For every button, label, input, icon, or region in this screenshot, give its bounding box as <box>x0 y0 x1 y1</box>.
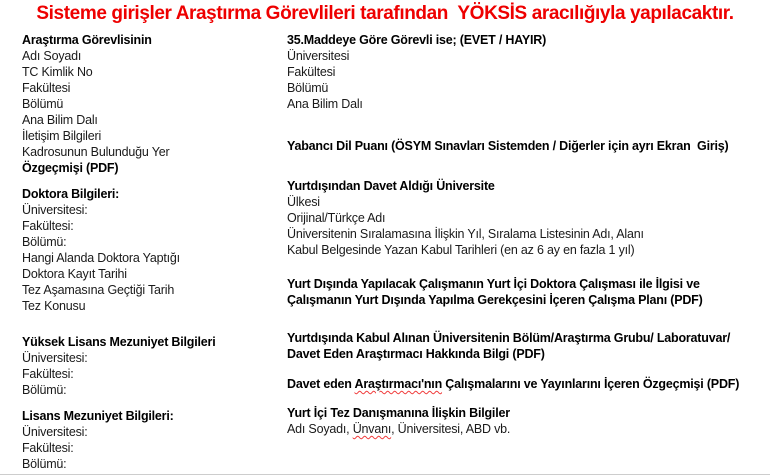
field-label: TC Kimlik No <box>22 65 93 79</box>
field-label: Bölümü <box>287 81 329 95</box>
field-label: Fakültesi: <box>22 219 74 233</box>
field-label: Bölümü: <box>22 383 67 397</box>
field-label: Kabul Belgesinde Yazan Kabul Tarihleri (en az 6 ay en fazla 1 yıl) <box>287 243 635 257</box>
field-label: Üniversitesi: <box>22 425 88 439</box>
section-heading-line: Yurt Dışında Yapılacak Çalışmanın Yurt İçi Doktora Çalışması ile İlgisi ve <box>287 277 700 291</box>
section-heading: Yurtdışından Davet Aldığı Üniversite <box>287 179 495 193</box>
section-heading-line <box>287 376 767 392</box>
spellcheck-underlined-word: Araştırmacı'nın <box>354 377 443 391</box>
section-heading-line: Çalışmanın Yurt Dışında Yapılma Gerekçesini İçeren Çalışma Planı (PDF) <box>287 293 703 307</box>
field-label: Bölümü <box>22 97 64 111</box>
page-title: Sisteme girişler Araştırma Görevlileri tarafından YÖKSİS aracılığıyla yapılacaktır. <box>36 3 734 24</box>
field-label: Bölümü: <box>22 457 67 471</box>
field-label: Üniversitesi: <box>22 203 88 217</box>
field-label-cv-pdf: Özgeçmişi (PDF) <box>22 161 119 175</box>
section-language-score <box>287 138 767 154</box>
right-column <box>287 32 767 437</box>
section-article35 <box>287 32 767 112</box>
section-host-info <box>287 330 767 362</box>
text-fragment: , Üniversitesi, ABD vb. <box>391 422 511 436</box>
field-label: Fakültesi <box>22 81 71 95</box>
left-column <box>22 32 280 472</box>
section-heading-line: Yurtdışında Kabul Alınan Üniversitenin Bölüm/Araştırma Grubu/ Laboratuvar/ <box>287 331 731 345</box>
field-label: Ülkesi <box>287 195 320 209</box>
field-label: Hangi Alanda Doktora Yaptığı <box>22 251 180 265</box>
section-heading: Lisans Mezuniyet Bilgileri: <box>22 409 174 423</box>
field-label: Tez Konusu <box>22 299 86 313</box>
section-heading: Doktora Bilgileri: <box>22 187 120 201</box>
section-researcher <box>22 32 280 176</box>
field-label: Fakültesi: <box>22 441 74 455</box>
text-fragment: Adı Soyadı, <box>287 422 353 436</box>
section-heading: Yüksek Lisans Mezuniyet Bilgileri <box>22 335 216 349</box>
field-label: Doktora Kayıt Tarihi <box>22 267 127 281</box>
section-heading: Araştırma Görevlisinin <box>22 33 152 47</box>
section-phd <box>22 186 280 314</box>
spellcheck-underlined-word: Ünvanı <box>352 422 392 436</box>
field-label: Ana Bilim Dalı <box>287 97 363 111</box>
field-label: Üniversitesi <box>287 49 350 63</box>
field-label: Üniversitesi: <box>22 351 88 365</box>
field-label: Fakültesi <box>287 65 336 79</box>
field-label: Orijinal/Türkçe Adı <box>287 211 386 225</box>
field-label: Üniversitenin Sıralamasına İlişkin Yıl, Sıralama Listesinin Adı, Alanı <box>287 227 644 241</box>
section-heading: Yurt İçi Tez Danışmanına İlişkin Bilgiler <box>287 406 510 420</box>
field-label <box>287 421 767 437</box>
section-invitation <box>287 178 767 258</box>
section-bachelors <box>22 408 280 472</box>
text-fragment: Çalışmalarını ve Yayınlarını İçeren Özgeçmişi (PDF) <box>442 377 740 391</box>
field-label: Fakültesi: <box>22 367 74 381</box>
text-fragment: Davet eden <box>287 377 355 391</box>
section-heading: 35.Maddeye Göre Görevli ise; (EVET / HAYIR) <box>287 33 547 47</box>
field-label: Bölümü: <box>22 235 67 249</box>
section-advisor <box>287 405 767 437</box>
section-heading: Yabancı Dil Puanı (ÖSYM Sınavları Sistemden / Diğerler için ayrı Ekran Giriş) <box>287 139 729 153</box>
field-label: İletişim Bilgileri <box>22 129 102 143</box>
field-label: Adı Soyadı <box>22 49 82 63</box>
section-host-cv <box>287 376 767 392</box>
field-label: Kadrosunun Bulunduğu Yer <box>22 145 170 159</box>
field-label: Ana Bilim Dalı <box>22 113 98 127</box>
field-label: Tez Aşamasına Geçtiği Tarih <box>22 283 175 297</box>
section-heading-line: Davet Eden Araştırmacı Hakkında Bilgi (PDF) <box>287 347 545 361</box>
section-masters <box>22 334 280 398</box>
section-workplan <box>287 276 767 308</box>
